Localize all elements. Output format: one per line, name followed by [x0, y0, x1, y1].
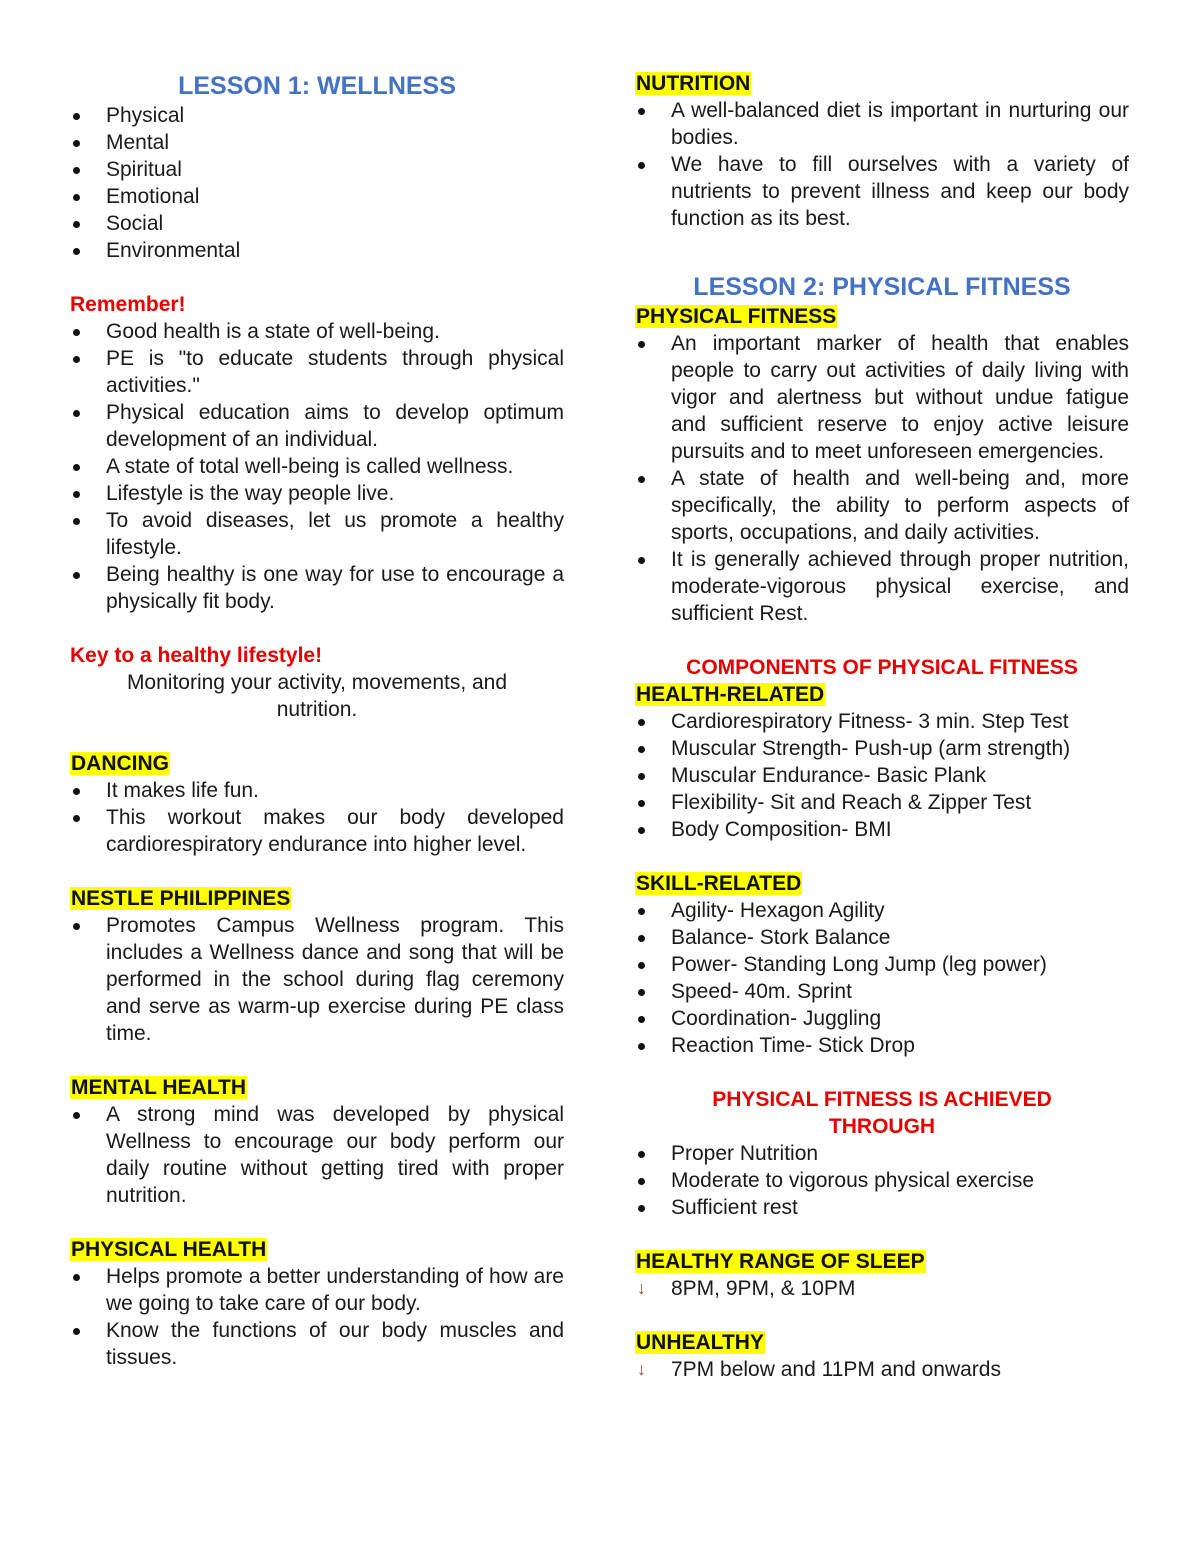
- list-item: A strong mind was developed by physical Wellness to encourage our body perform our daily routine without getting tired with proper nutrition.: [70, 1101, 564, 1209]
- list-item: A well-balanced diet is important in nurturing our bodies.: [635, 97, 1129, 151]
- list-item: Mental: [70, 129, 564, 156]
- list-item: Speed- 40m. Sprint: [635, 978, 1129, 1005]
- list-item: Muscular Strength- Push-up (arm strength): [635, 735, 1129, 762]
- list-item: Lifestyle is the way people live.: [70, 480, 564, 507]
- key-text: Monitoring your activity, movements, and nutrition.: [126, 671, 508, 721]
- list-item: Coordination- Juggling: [635, 1005, 1129, 1032]
- skill-related-heading: SKILL-RELATED: [636, 872, 802, 895]
- list-item: Flexibility- Sit and Reach & Zipper Test: [635, 789, 1129, 816]
- list-item: A state of total well-being is called wellness.: [70, 453, 564, 480]
- list-item: Body Composition- BMI: [635, 816, 1129, 843]
- remember-heading: Remember!: [70, 293, 186, 316]
- list-item: It makes life fun.: [70, 777, 564, 804]
- lesson2-title: LESSON 2: PHYSICAL FITNESS: [693, 273, 1071, 301]
- nestle-list: [70, 912, 564, 1047]
- list-item: PE is "to educate students through physical activities.": [70, 345, 564, 399]
- achieved-heading-line1: PHYSICAL FITNESS IS ACHIEVED: [712, 1088, 1052, 1111]
- list-item: Emotional: [70, 183, 564, 210]
- list-item: It is generally achieved through proper nutrition, moderate-vigorous physical exercise, and sufficient Rest.: [635, 546, 1129, 627]
- dancing-list: [70, 777, 564, 858]
- list-item: Agility- Hexagon Agility: [635, 897, 1129, 924]
- list-item: ↓ 7PM below and 11PM and onwards: [635, 1356, 1129, 1383]
- wellness-list: [70, 102, 564, 264]
- list-item: Know the functions of our body muscles and tissues.: [70, 1317, 564, 1371]
- components-heading: COMPONENTS OF PHYSICAL FITNESS: [686, 656, 1078, 679]
- list-item: Proper Nutrition: [635, 1140, 1129, 1167]
- key-heading: Key to a healthy lifestyle!: [70, 644, 323, 667]
- list-item: We have to fill ourselves with a variety of nutrients to prevent illness and keep our body function as its best.: [635, 151, 1129, 232]
- skill-related-list: [635, 897, 1129, 1059]
- sleep-list: [635, 1275, 1129, 1302]
- physical-health-heading: PHYSICAL HEALTH: [71, 1238, 267, 1261]
- list-item: Moderate to vigorous physical exercise: [635, 1167, 1129, 1194]
- health-related-heading: HEALTH-RELATED: [636, 683, 825, 706]
- sleep-heading: HEALTHY RANGE OF SLEEP: [636, 1250, 925, 1273]
- list-item: Cardiorespiratory Fitness- 3 min. Step Test: [635, 708, 1129, 735]
- list-item: Power- Standing Long Jump (leg power): [635, 951, 1129, 978]
- list-item: Balance- Stork Balance: [635, 924, 1129, 951]
- achieved-list: [635, 1140, 1129, 1221]
- unhealthy-heading: UNHEALTHY: [636, 1331, 764, 1354]
- list-item: Spiritual: [70, 156, 564, 183]
- unhealthy-list: [635, 1356, 1129, 1383]
- mental-health-heading: MENTAL HEALTH: [71, 1076, 246, 1099]
- nestle-heading: NESTLE PHILIPPINES: [71, 887, 291, 910]
- list-item: Good health is a state of well-being.: [70, 318, 564, 345]
- list-item: Muscular Endurance- Basic Plank: [635, 762, 1129, 789]
- health-related-list: [635, 708, 1129, 843]
- list-item: Physical: [70, 102, 564, 129]
- right-column: [635, 70, 1129, 1383]
- physical-fitness-list: [635, 330, 1129, 627]
- list-item: Being healthy is one way for use to encourage a physically fit body.: [70, 561, 564, 615]
- nutrition-list: [635, 97, 1129, 232]
- list-item: Promotes Campus Wellness program. This includes a Wellness dance and song that will be performed in the school during flag ceremony and serve as warm-up exercise during PE class time.: [70, 912, 564, 1047]
- achieved-heading-line2: THROUGH: [828, 1115, 936, 1138]
- physical-health-list: [70, 1263, 564, 1371]
- list-item: Sufficient rest: [635, 1194, 1129, 1221]
- list-item: This workout makes our body developed cardiorespiratory endurance into higher level.: [70, 804, 564, 858]
- list-item: To avoid diseases, let us promote a healthy lifestyle.: [70, 507, 564, 561]
- physical-fitness-heading: PHYSICAL FITNESS: [636, 305, 837, 328]
- list-item: Physical education aims to develop optimum development of an individual.: [70, 399, 564, 453]
- mental-health-list: [70, 1101, 564, 1209]
- list-item: Social: [70, 210, 564, 237]
- lesson1-title: LESSON 1: WELLNESS: [178, 72, 456, 100]
- list-item: ↓ 8PM, 9PM, & 10PM: [635, 1275, 1129, 1302]
- remember-list: [70, 318, 564, 615]
- list-item: Reaction Time- Stick Drop: [635, 1032, 1129, 1059]
- list-item: Helps promote a better understanding of how are we going to take care of our body.: [70, 1263, 564, 1317]
- list-item: A state of health and well-being and, more specifically, the ability to perform aspects of sports, occupations, and daily activities.: [635, 465, 1129, 546]
- list-item: Environmental: [70, 237, 564, 264]
- list-item: An important marker of health that enables people to carry out activities of daily living with vigor and alertness but without undue fatigue and sufficient reserve to enjoy active leisure pursuits and to meet unforeseen emergencies.: [635, 330, 1129, 465]
- dancing-heading: DANCING: [71, 752, 169, 775]
- nutrition-heading: NUTRITION: [636, 72, 751, 95]
- left-column: [70, 70, 564, 1371]
